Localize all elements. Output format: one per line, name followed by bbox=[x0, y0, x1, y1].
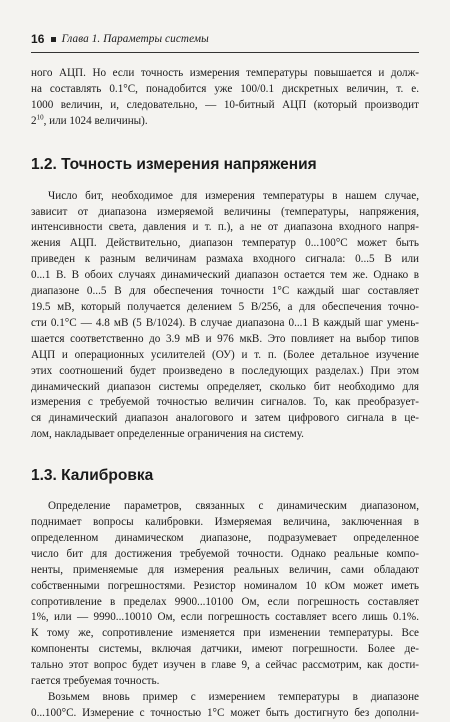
running-header bbox=[31, 32, 419, 53]
section-heading-1-3: 1.3. Калибровка bbox=[31, 467, 154, 485]
section-1-3-paragraph-2: Возьмем вновь пример с измерением температуры в диапазоне 0...100°С. Измерение с точностью 1°С может быть достигнуто без дополни- bbox=[31, 691, 419, 719]
intro-paragraph-end: $2^{10}$, или 1024 величины). bbox=[31, 113, 148, 127]
intro-paragraph: ного АЦП. Но если точность измерения температуры повышается и долж- на составлять 0.1°С, понадобится уже 100/0.1 дискретных величин, т. е. 1000 величин, и, следовательно, — 10-битный АЦП (который производит bbox=[31, 67, 419, 111]
section-1-3-paragraph-1: Определение параметров, связанных с динамическим диапазоном, поднимает вопросы калибровки. Измеряемая величина, заключенная в определенном динамическом диапазоне, подразумевает определенное число бит для достижения требуемой точности. Однако реальные компо- ненты, применяемые для измерения реальных величин, сами обладают собственными погрешностями. Резистор номиналом 10 кОм может иметь сопротивление в пределах 9900...10100 Ом, если погрешность составляет 1%, или — 9990...10010 Ом, если погрешность составляет всего лишь 0.1%. К тому же, сопротивление изменяется при изменении температуры. Все компоненты системы, включая датчики, имеют погрешности. Более де- тально этот вопрос будет изучен в главе 9, а сейчас рассмотрим, как дости- гается требуемая точность. bbox=[31, 500, 419, 688]
section-heading-1-2: 1.2. Точность измерения напряжения bbox=[31, 155, 317, 173]
page-body bbox=[31, 66, 419, 722]
page-number: 16 bbox=[31, 32, 45, 46]
chapter-title: Глава 1. Параметры системы bbox=[61, 33, 209, 45]
square-bullet-icon bbox=[51, 37, 56, 42]
exponent: 10 bbox=[36, 113, 44, 121]
section-1-2-paragraph: Число бит, необходимое для измерения температуры в нашем случае, зависит от диапазона измеряемой величины (температуры, напряжения, интенсивности света, давления и т. п.), а не от диапазона входного напря- жения АЦП. Действительно, диапазон температур 0...100°С может быть приведен к разным величинам размаха входного сигнала: 0...5 В или 0...1 В. В обоих случаях динамический диапазон остается тем же. Однако в диапазоне 0...5 В для обеспечения точности 1°С каждый шаг составляет 19.5 мВ, который получается делением 5 В/256, а для обеспечения точно- сти 0.1°С — 4.8 мВ (5 В/1024). В случае диапазона 0...1 В каждый шаг умень- шается соответственно до 3.9 мВ и 976 мкВ. Это повлияет на выбор типов АЦП и операционных усилителей (ОУ) и т. п. (Более детальное изучение этих соотношений будет произведено в последующих разделах.) При этом динамический диапазон системы определяет, сколько бит необходимо для измерения с требуемой точностью величин сигналов. То, как преобразует- ся динамический диапазон аналогового и затем цифрового сигнала в це- лом, накладывает определенные ограничения на систему. bbox=[31, 189, 419, 441]
